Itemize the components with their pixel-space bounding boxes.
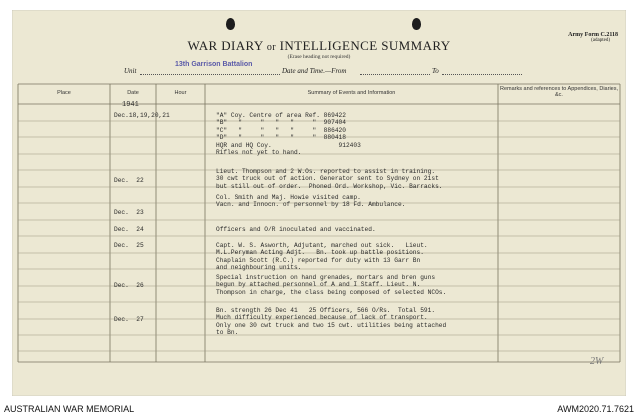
column-header-remarks: Remarks and references to Appendices, Diaries, &c. [500, 86, 619, 98]
page-subtitle: (Erase heading not required) [287, 54, 351, 60]
entry-summary: Col. Smith and Maj. Howie visited camp. Vacn. and Innocn. of personnel by 18 Fd. Ambulance. [216, 194, 406, 209]
archive-reference: AWM2020.71.7621 [557, 404, 634, 414]
page-initials: 2W [590, 356, 604, 367]
title-or: or [266, 42, 276, 53]
column-header-place: Place [57, 90, 71, 96]
entry-summary: "A" Coy. Centre of area Ref. 869422 "B" " " " " " 907404 "C" " " " " " 886420 "D" " " " " " 880418 HQR and HQ Coy. 912403 Rifles not yet to hand. [216, 112, 361, 157]
to-label: To [432, 67, 439, 75]
entry-date: Dec. 26 [114, 282, 144, 289]
entry-summary: Capt. W. S. Asworth, Adjutant, marched out sick. Lieut. M.L.Peryman Acting Adjt. Bn. took up battle positions. Chaplain Scott (R.C.) reported for duty with 13 Garr Bn and neighbouring units. [216, 242, 428, 272]
entry-date: Dec. 22 [114, 177, 144, 184]
entry-date: Dec. 24 [114, 226, 144, 233]
unit-label: Unit [124, 67, 137, 75]
column-header-summary: Summary of Events and Information [307, 90, 396, 96]
column-header-hour: Hour [174, 90, 187, 96]
entry-date: Dec. 23 [114, 209, 144, 216]
war-diary-page [12, 10, 626, 396]
entry-summary: Lieut. Thompson and 2 W.Os. reported to assist in training. 30 cwt truck out of action. Generator sent to Sydney on 21st but still out of order. Phoned Ord. Workshop, Vic. Barracks. [216, 168, 443, 190]
army-form-adapted: (adapted) [591, 38, 610, 43]
column-header-date: Date [127, 90, 139, 96]
entry-date: Dec. 25 [114, 242, 144, 249]
title-war-diary: WAR DIARY [187, 38, 264, 53]
entry-summary: Officers and O/R inoculated and vaccinated. [216, 226, 376, 233]
datetime-label: Date and Time.—From [282, 67, 347, 75]
entry-date: Dec. 27 [114, 316, 144, 323]
entry-date: Dec.18,19,20,21 [114, 112, 170, 119]
title-intelligence-summary: INTELLIGENCE SUMMARY [279, 38, 451, 53]
entry-summary: Bn. strength 26 Dec 41 25 Officers, 566 O/Rs. Total 591. Much difficulty experienced because of lack of transport. Only one 30 cwt truck and two 15 cwt. utilities being attached to Bn. [216, 307, 447, 337]
unit-stamp: 13th Garrison Battalion [175, 61, 253, 68]
entry-summary: Special instruction on hand grenades, mortars and bren guns begun by attached personnel of A and I Staff. Lieut. N. Thompson in charge, the class being composed of selected NCOs. [216, 274, 447, 296]
army-form-number: Army Form C.2118 [568, 32, 618, 38]
year-annotation: 1941 [122, 101, 139, 109]
archive-name: AUSTRALIAN WAR MEMORIAL [4, 404, 135, 414]
